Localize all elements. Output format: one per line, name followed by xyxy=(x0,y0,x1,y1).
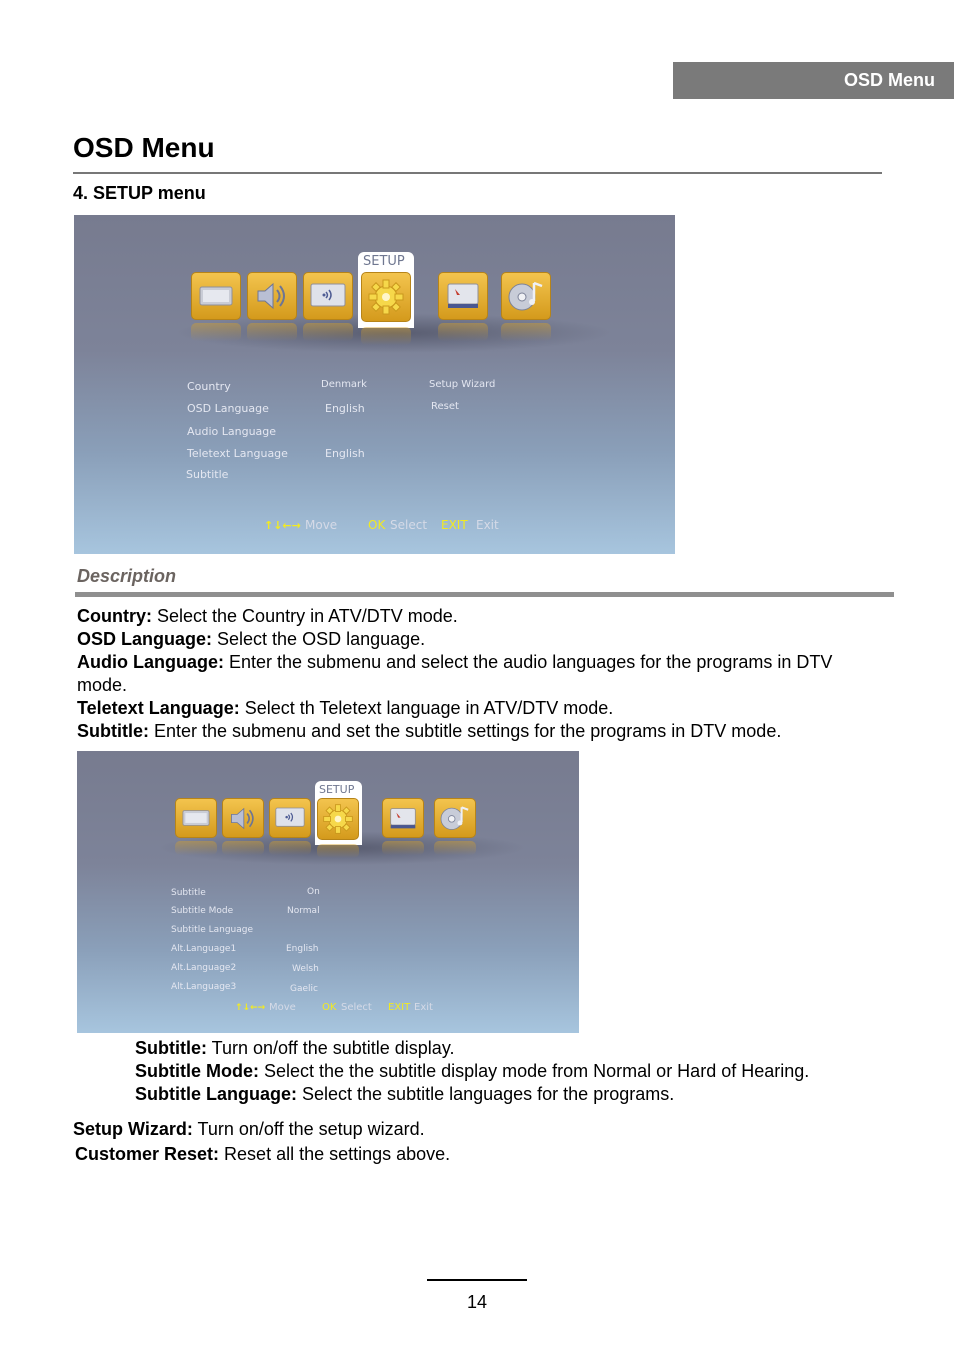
menu-item-setup-wizard[interactable]: Setup Wizard xyxy=(429,379,496,390)
page-number: 14 xyxy=(466,1292,488,1312)
media-icon-reflection xyxy=(434,841,476,855)
picture-icon[interactable] xyxy=(191,272,241,320)
text: Select the Country in ATV/DTV mode. xyxy=(152,606,458,626)
term: OSD Language: xyxy=(77,629,213,649)
channel-icon[interactable] xyxy=(269,798,311,838)
desc-subtitle-mode xyxy=(135,1060,809,1083)
description-heading: Description xyxy=(77,566,177,586)
section-title: 4. SETUP menu xyxy=(73,183,206,203)
picture-icon-reflection xyxy=(191,323,241,341)
term: Subtitle: xyxy=(77,721,149,741)
term: Subtitle Mode: xyxy=(135,1061,259,1081)
menu-value-alt-language1[interactable]: English xyxy=(286,944,319,954)
channel-icon[interactable] xyxy=(303,272,353,320)
sound-icon-reflection xyxy=(222,841,264,855)
menu-value-subtitle[interactable]: On xyxy=(307,887,320,897)
setup-icon-reflection xyxy=(361,327,411,345)
text: Turn on/off the subtitle display. xyxy=(207,1038,455,1058)
term: Audio Language: xyxy=(77,652,224,672)
hint-exit: Exit xyxy=(476,518,499,532)
hint-exit: Exit xyxy=(414,1002,433,1013)
lock-icon-reflection xyxy=(382,841,424,855)
term: Teletext Language: xyxy=(77,698,240,718)
hint-ok-key: OK xyxy=(322,1002,337,1013)
menu-label-alt-language1[interactable]: Alt.Language1 xyxy=(171,944,237,954)
setup-gear-icon[interactable] xyxy=(361,272,411,322)
menu-value-osd-language[interactable]: English xyxy=(325,402,365,415)
desc-subtitle xyxy=(77,720,781,743)
menu-label-subtitle[interactable]: Subtitle xyxy=(186,468,229,481)
text: Select th Teletext language in ATV/DTV mode. xyxy=(239,698,614,718)
menu-label-alt-language2[interactable]: Alt.Language2 xyxy=(171,963,237,973)
media-icon[interactable] xyxy=(434,798,476,838)
hint-ok-key: OK xyxy=(368,518,386,532)
term: Subtitle: xyxy=(135,1038,207,1058)
setup-gear-icon[interactable] xyxy=(317,798,359,840)
term: Subtitle Language: xyxy=(135,1084,297,1104)
desc-customer-reset xyxy=(75,1143,450,1166)
menu-item-reset[interactable]: Reset xyxy=(431,401,459,412)
setup-tab-label: SETUP xyxy=(319,783,355,796)
lock-icon[interactable] xyxy=(438,272,488,320)
desc-subtitle-display xyxy=(135,1037,454,1060)
term: Setup Wizard: xyxy=(73,1119,193,1139)
desc-teletext-language xyxy=(77,697,613,720)
hint-select: Select xyxy=(341,1002,372,1013)
hint-exit-key: EXIT xyxy=(388,1002,411,1013)
desc-subtitle-language xyxy=(135,1083,674,1106)
nav-arrows-icon: ↑↓←→ xyxy=(264,519,301,532)
menu-label-subtitle[interactable]: Subtitle xyxy=(171,888,206,898)
setup-icon-reflection xyxy=(317,844,359,858)
media-icon-reflection xyxy=(501,323,551,341)
media-icon[interactable] xyxy=(501,272,551,320)
text: Select the OSD language. xyxy=(212,629,426,649)
term: Country: xyxy=(77,606,152,626)
hint-move: Move xyxy=(269,1002,296,1013)
hint-select: Select xyxy=(390,518,428,532)
nav-arrows-icon: ↑↓←→ xyxy=(235,1003,266,1013)
lock-icon-reflection xyxy=(438,323,488,341)
text: Turn on/off the setup wizard. xyxy=(192,1119,425,1139)
text: Select the the subtitle display mode from Normal or Hard of Hearing. xyxy=(259,1061,810,1081)
menu-label-country[interactable]: Country xyxy=(187,380,231,393)
sound-icon-reflection xyxy=(247,323,297,341)
lock-icon[interactable] xyxy=(382,798,424,838)
hint-move: Move xyxy=(305,518,338,532)
menu-value-country[interactable]: Denmark xyxy=(321,379,367,390)
menu-value-teletext-language[interactable]: English xyxy=(325,447,365,460)
menu-label-teletext-language[interactable]: Teletext Language xyxy=(187,447,288,460)
desc-audio-language xyxy=(77,651,832,674)
setup-tab-label: SETUP xyxy=(363,254,405,269)
text: Enter the submenu and set the subtitle settings for the programs in DTV mode. xyxy=(149,721,782,741)
header-section-tab: OSD Menu xyxy=(673,62,954,99)
menu-label-osd-language[interactable]: OSD Language xyxy=(187,402,269,415)
sound-icon[interactable] xyxy=(247,272,297,320)
menu-label-subtitle-language[interactable]: Subtitle Language xyxy=(171,925,254,935)
desc-osd-language xyxy=(77,628,425,651)
desc-audio-language-cont xyxy=(77,674,127,697)
title-divider xyxy=(73,172,882,174)
desc-country xyxy=(77,605,458,628)
page-title: OSD Menu xyxy=(73,132,215,163)
desc-setup-wizard xyxy=(73,1118,425,1141)
channel-icon-reflection xyxy=(303,323,353,341)
menu-value-alt-language2[interactable]: Welsh xyxy=(292,964,319,974)
menu-value-subtitle-mode[interactable]: Normal xyxy=(287,906,320,916)
picture-icon-reflection xyxy=(175,841,217,855)
picture-icon[interactable] xyxy=(175,798,217,838)
subtitle-menu-screenshot xyxy=(77,751,579,1033)
menu-label-subtitle-mode[interactable]: Subtitle Mode xyxy=(171,906,234,916)
text: Enter the submenu and select the audio languages for the programs in DTV xyxy=(224,652,833,672)
sound-icon[interactable] xyxy=(222,798,264,838)
channel-icon-reflection xyxy=(269,841,311,855)
term: Customer Reset: xyxy=(75,1144,220,1164)
text: mode. xyxy=(77,675,128,695)
description-divider xyxy=(75,592,894,597)
footer-divider xyxy=(427,1279,527,1281)
hint-exit-key: EXIT xyxy=(441,518,468,532)
menu-label-audio-language[interactable]: Audio Language xyxy=(187,425,277,438)
menu-label-alt-language3[interactable]: Alt.Language3 xyxy=(171,982,237,992)
menu-value-alt-language3[interactable]: Gaelic xyxy=(290,984,318,994)
text: Reset all the settings above. xyxy=(219,1144,451,1164)
text: Select the subtitle languages for the programs. xyxy=(297,1084,675,1104)
setup-menu-screenshot xyxy=(74,215,675,554)
